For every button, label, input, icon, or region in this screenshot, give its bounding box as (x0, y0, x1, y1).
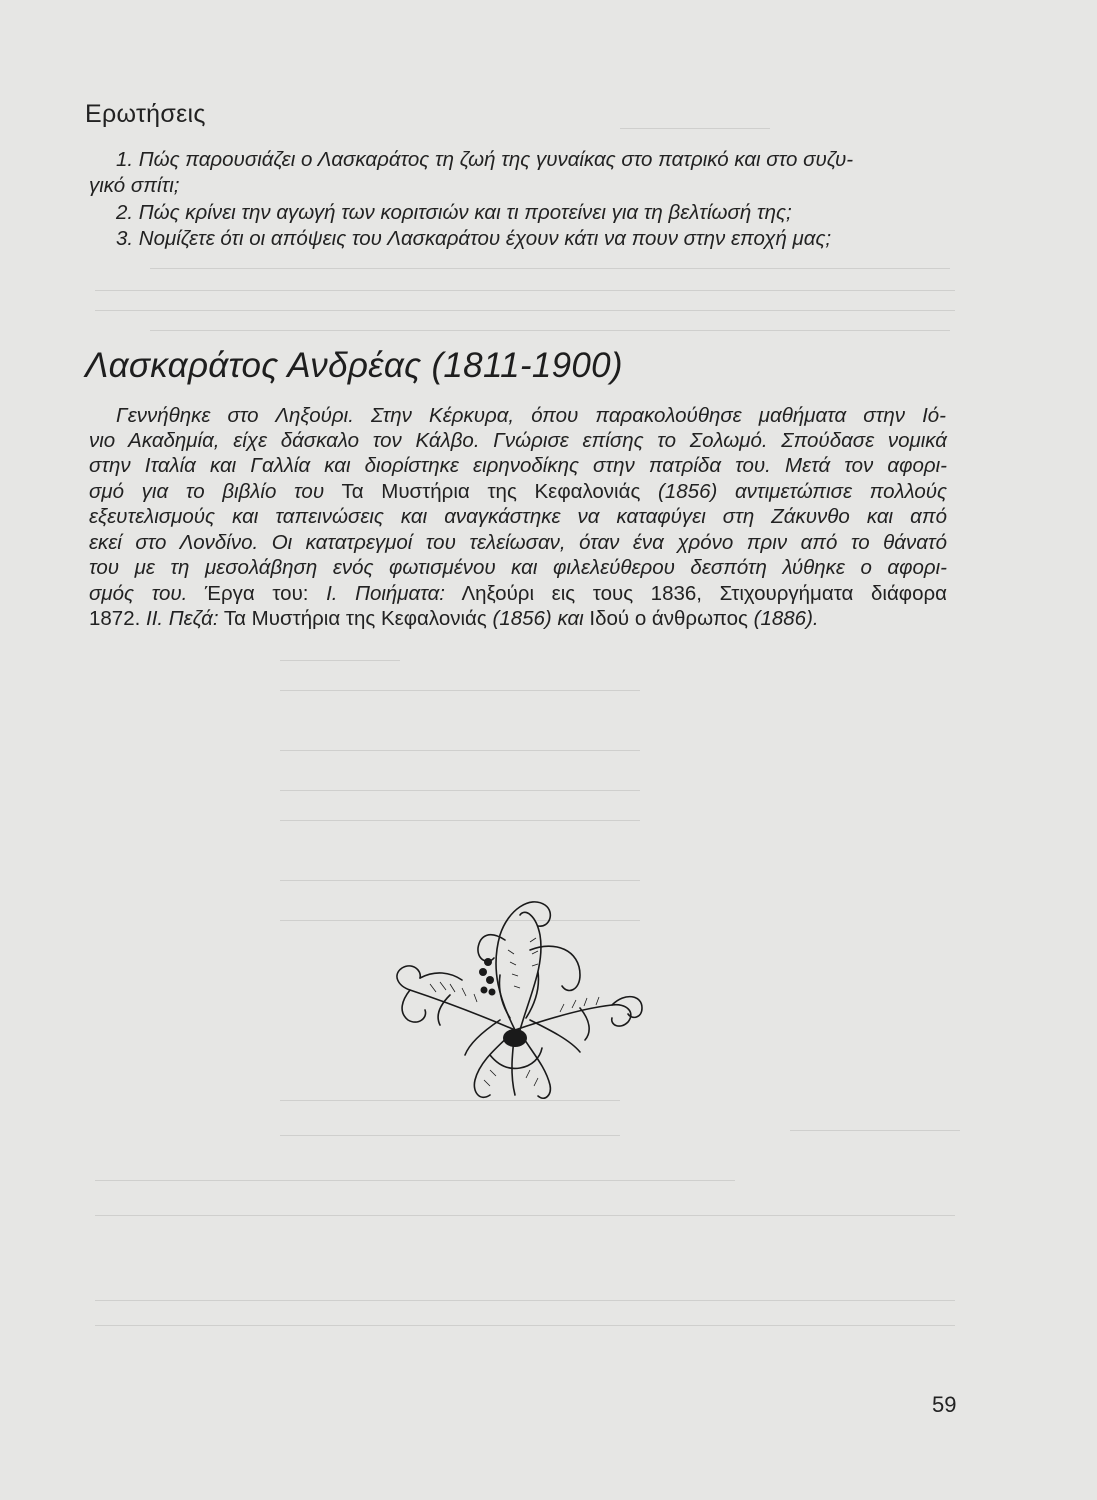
prose-label: ΙΙ. Πεζά: (146, 607, 219, 630)
book-title: Τα Μυστήρια της Κεφαλονιάς (223, 607, 487, 630)
bio-text: σμός του. (89, 582, 188, 605)
bio-text: (1856) αντιμετώπισε πολλούς (658, 480, 948, 503)
question-1-line-1: 1. Πώς παρουσιάζει ο Λασκαράτος τη ζωή της γυναίκας στο πατρικό και στο συζυ- (116, 148, 854, 171)
bio-line: του με τη μεσολάβηση ενός φωτισμένου και φιλελεύθερου δεσπότη λύθηκε ο αφορι- (89, 556, 947, 579)
question-3: 3. Νομίζετε ότι οι απόψεις του Λασκαράτου έχουν κάτι να πουν στην εποχή μας; (116, 227, 832, 250)
bio-line (89, 606, 947, 632)
questions-heading: Ερωτήσεις (85, 100, 206, 128)
book-title: Τα Μυστήρια της Κεφαλονιάς (341, 480, 641, 503)
question-1-line-2: γικό σπίτι; (89, 174, 180, 197)
acanthus-ornament-icon (380, 880, 650, 1110)
bio-line (89, 581, 947, 607)
biography-title: Λασκαράτος Ανδρέας (1811-1900) (85, 346, 623, 385)
bio-text: σμό για το βιβλίο του (89, 480, 325, 503)
bio-line: εκεί στο Λονδίνο. Οι κατατρεγμοί του τελείωσαν, όταν ένα χρόνο πριν από το θάνατό (89, 531, 947, 554)
question-2: 2. Πώς κρίνει την αγωγή των κοριτσιών και τι προτείνει για τη βελτίωσή της; (116, 201, 792, 224)
bio-text: 1872. (89, 607, 141, 630)
page-number: 59 (932, 1392, 957, 1417)
poem-titles: Ληξούρι εις τους 1836, Στιχουργήματα διάφορα (461, 582, 948, 605)
bio-line (89, 479, 947, 505)
bio-text: (1856) και (492, 607, 584, 630)
book-title: Ιδού ο άνθρωπος (589, 607, 748, 630)
bio-line: νιο Ακαδημία, είχε δάσκαλο τον Κάλβο. Γνώρισε επίσης το Σολωμό. Σπούδασε νομικά (89, 429, 947, 452)
bio-line: εξευτελισμούς και ταπεινώσεις και αναγκάστηκε να καταφύγει στη Ζάκυνθο και από (89, 505, 947, 528)
bio-line: στην Ιταλία και Γαλλία και διορίστηκε ειρηνοδίκης στην πατρίδα του. Μετά τον αφορι- (89, 454, 947, 477)
poems-label: Ι. Ποιήματα: (326, 582, 445, 605)
bio-text: (1886). (753, 607, 819, 630)
bio-line: Γεννήθηκε στο Ληξούρι. Στην Κέρκυρα, όπου παρακολούθησε μαθήματα στην Ιό- (116, 404, 946, 427)
works-label: Έργα του: (204, 582, 309, 605)
